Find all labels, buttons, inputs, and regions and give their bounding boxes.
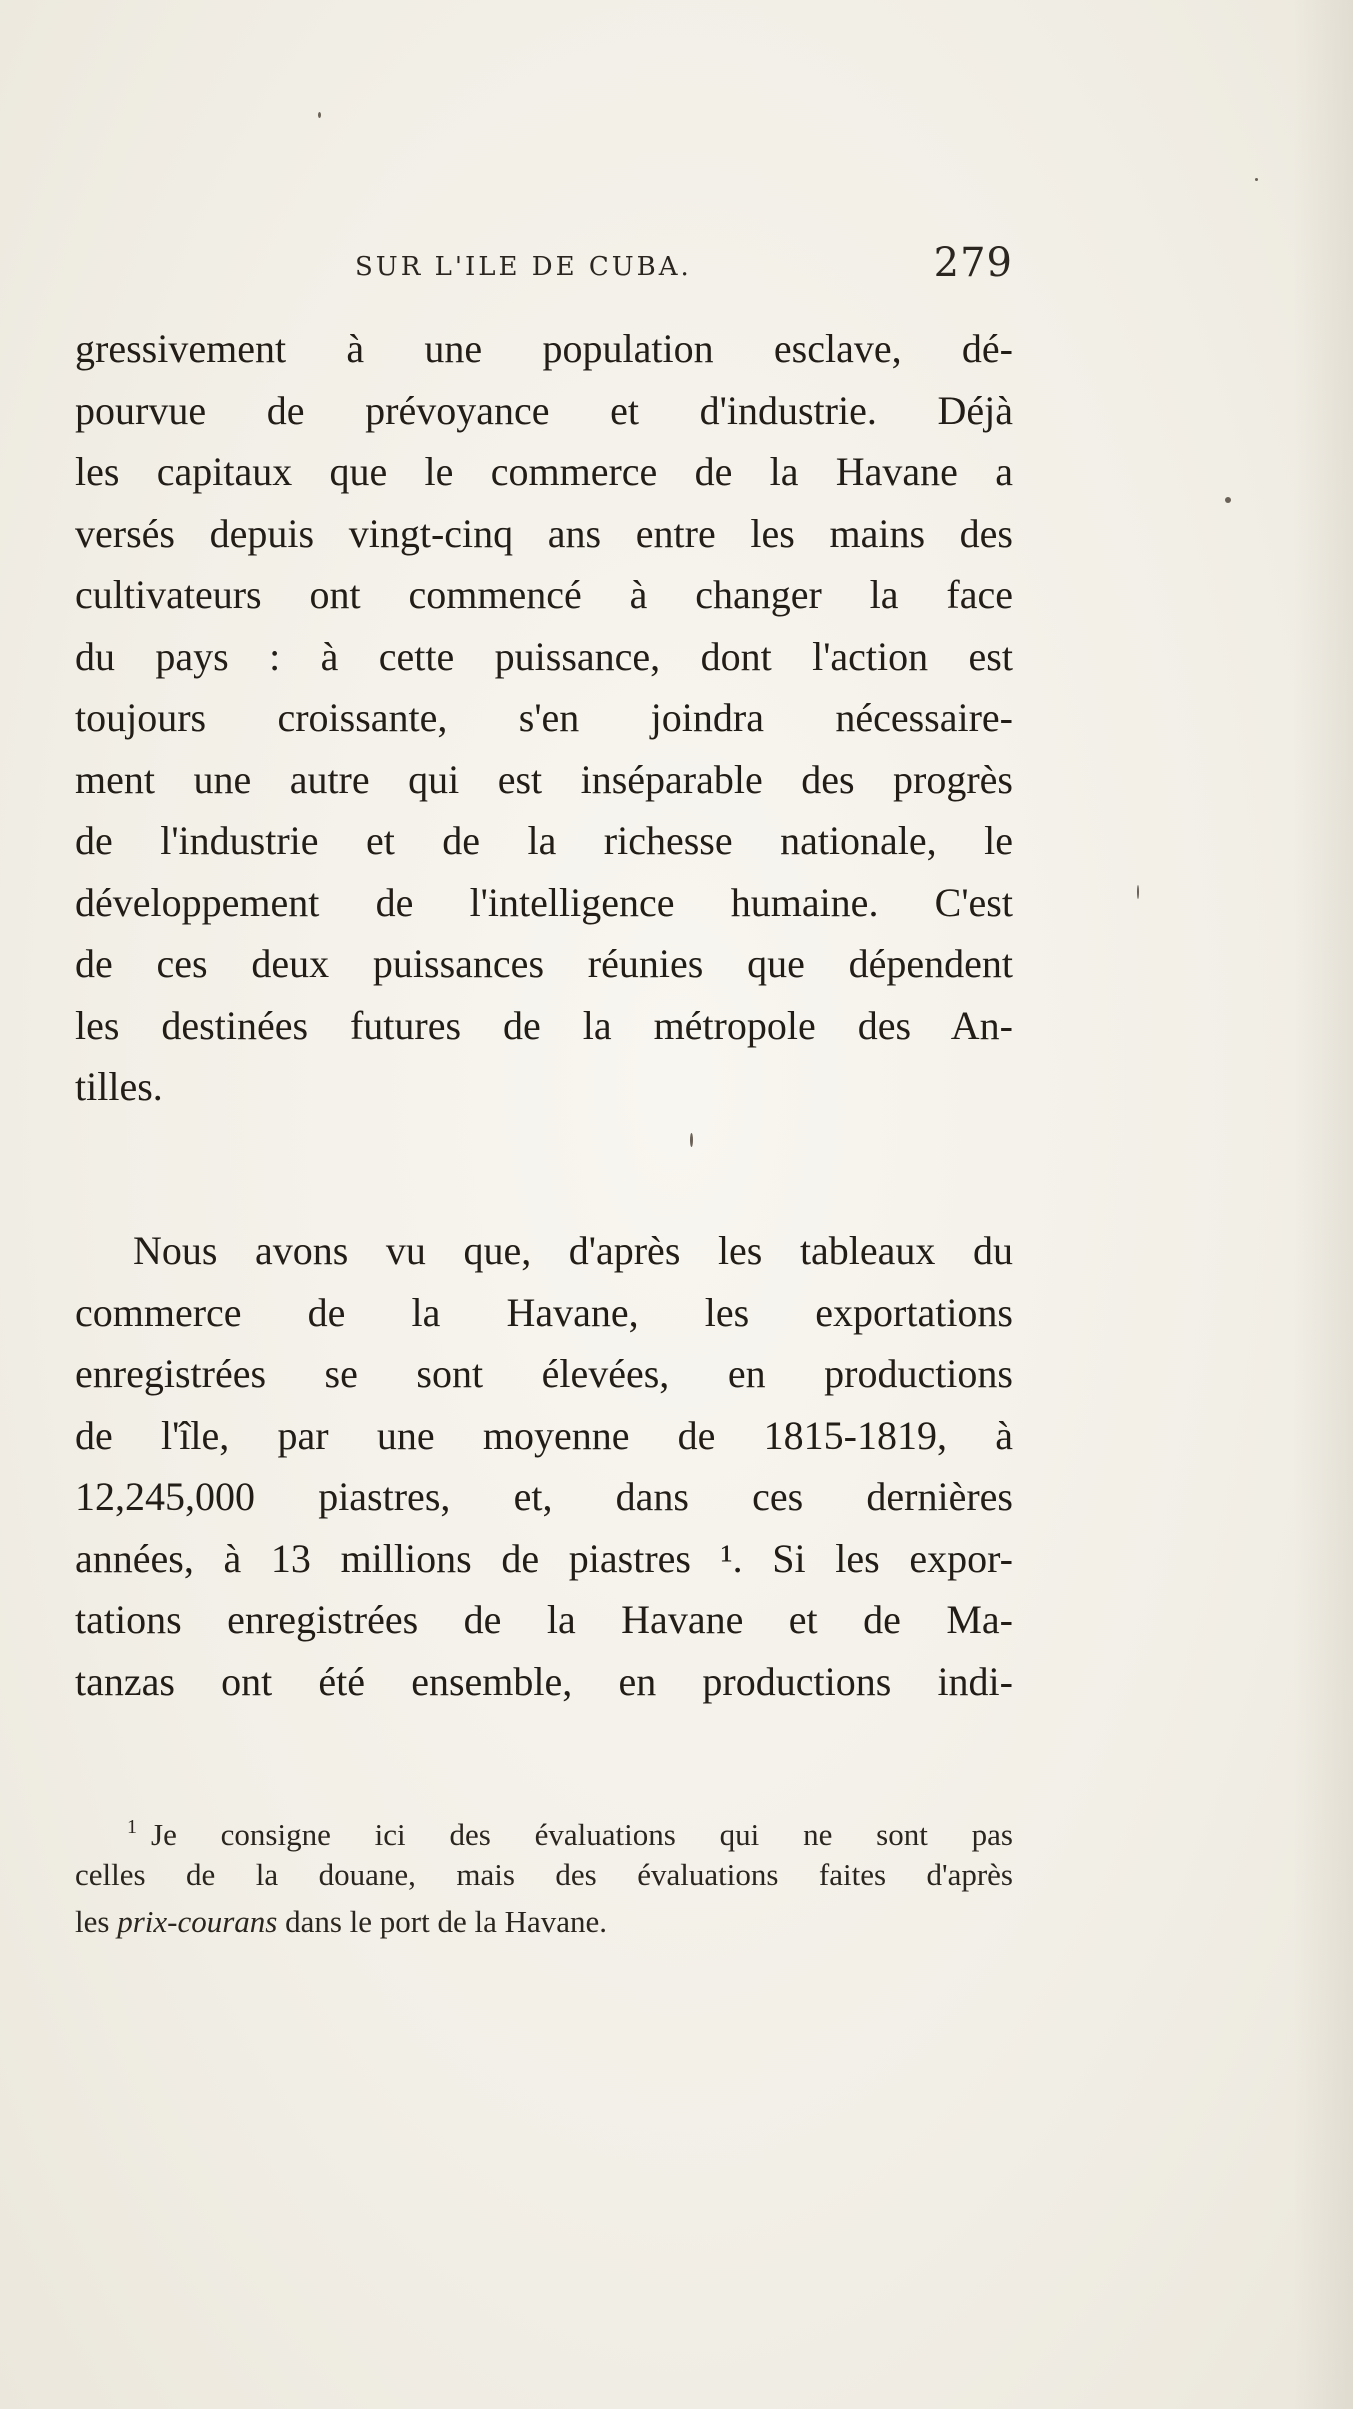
text-line: de l'industrie et de la richesse nationale, le xyxy=(75,818,1013,863)
text-line: Nous avons vu que, d'après les tableaux du xyxy=(133,1228,1013,1273)
speck xyxy=(690,1133,693,1147)
text-line: tations enregistrées de la Havane et de Ma- xyxy=(75,1597,1013,1642)
text-line: du pays : à cette puissance, dont l'action est xyxy=(75,633,1013,679)
footnote-marker: 1 xyxy=(127,1816,137,1838)
text-line: toujours croissante, s'en joindra nécessaire- xyxy=(75,695,1013,740)
footnote-text: Je consigne ici des évaluations qui ne sont pas xyxy=(151,1817,1013,1852)
text-line: développement de l'intelligence humaine. C'est xyxy=(75,879,1013,925)
paragraph-2 xyxy=(75,1220,1013,1712)
footnote-italic-text: prix-courans xyxy=(117,1904,278,1939)
text-line: commerce de la Havane, les exportations xyxy=(75,1289,1013,1335)
footnote-text: les xyxy=(75,1904,118,1939)
footnote xyxy=(75,1804,1013,1945)
text-line: enregistrées se sont élevées, en productions xyxy=(75,1351,1013,1396)
speck xyxy=(1137,885,1139,899)
text-line: versés depuis vingt-cinq ans entre les mains des xyxy=(75,510,1013,556)
running-head xyxy=(75,238,1013,298)
paragraph-1 xyxy=(75,318,1013,1118)
text-line: de ces deux puissances réunies que dépendent xyxy=(75,941,1013,986)
text-line: gressivement à une population esclave, dé- xyxy=(75,326,1013,371)
running-title: SUR L'ILE DE CUBA. xyxy=(355,252,692,282)
text-line: tanzas ont été ensemble, en productions indi- xyxy=(75,1658,1013,1704)
text-line: années, à 13 millions de piastres ¹. Si les expor- xyxy=(75,1535,1013,1581)
text-line: pourvue de prévoyance et d'industrie. Déjà xyxy=(75,387,1013,433)
text-line: les capitaux que le commerce de la Havane a xyxy=(75,449,1013,494)
text-line: tilles. xyxy=(75,1064,163,1109)
speck xyxy=(1255,178,1258,181)
text-line: les destinées futures de la métropole des An- xyxy=(75,1002,1013,1048)
footnote-line: celles de la douane, mais des évaluations faites d'après xyxy=(75,1857,1013,1892)
footnote-text: dans le port de la Havane. xyxy=(277,1904,608,1939)
text-line: de l'île, par une moyenne de 1815-1819, à xyxy=(75,1412,1013,1458)
text-line: 12,245,000 piastres, et, dans ces dernières xyxy=(75,1474,1013,1519)
page-number: 279 xyxy=(933,240,1013,286)
speck xyxy=(318,112,321,118)
footnote-line xyxy=(75,1804,1013,1851)
footnote-line xyxy=(75,1898,1013,1945)
text-line: cultivateurs ont commencé à changer la face xyxy=(75,572,1013,617)
text-line: ment une autre qui est inséparable des progrès xyxy=(75,756,1013,802)
speck xyxy=(1225,497,1231,503)
